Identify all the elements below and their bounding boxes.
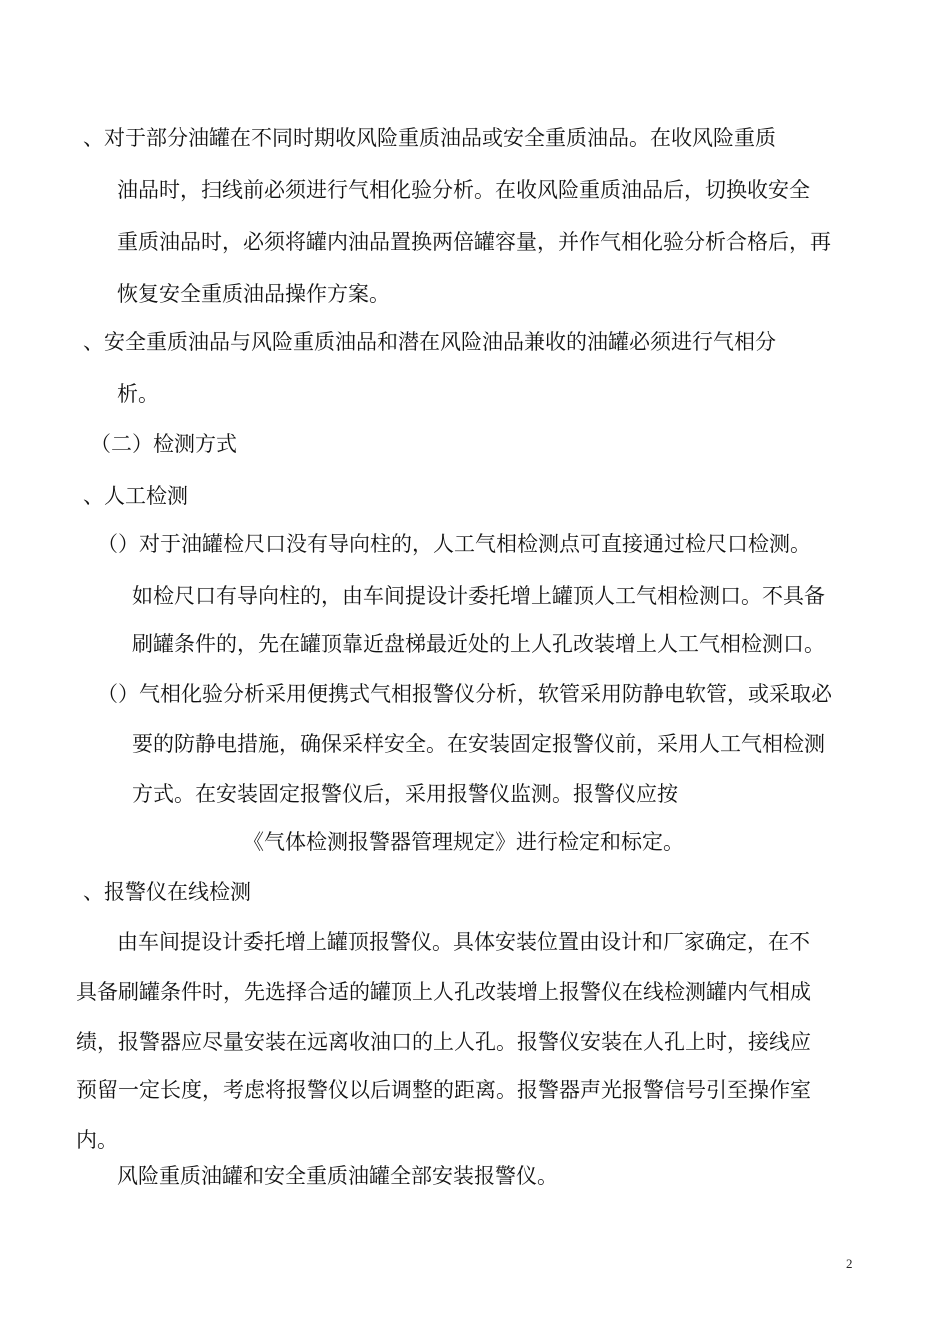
paragraph-4-line-2: 要的防静电措施，确保采样安全。在安装固定报警仪前，采用人工气相检测 — [132, 732, 825, 756]
paragraph-5-line-4: 预留一定长度，考虑将报警仪以后调整的距离。报警器声光报警信号引至操作室 — [76, 1078, 811, 1102]
paragraph-3-line-3: 刷罐条件的，先在罐顶靠近盘梯最近处的上人孔改装增上人工气相检测口。 — [132, 632, 825, 656]
paragraph-4-line-4: 《气体检测报警器管理规定》进行检定和标定。 — [243, 830, 684, 854]
paragraph-3-line-1: （）对于油罐检尺口没有导向柱的，人工气相检测点可直接通过检尺口检测。 — [97, 532, 811, 556]
paragraph-4-line-1: （）气相化验分析采用便携式气相报警仪分析，软管采用防静电软管，或采取必 — [97, 682, 832, 706]
paragraph-1-line-4: 恢复安全重质油品操作方案。 — [117, 282, 390, 306]
paragraph-1-line-2: 油品时，扫线前必须进行气相化验分析。在收风险重质油品后，切换收安全 — [117, 178, 810, 202]
paragraph-5-line-5: 内。 — [76, 1128, 118, 1152]
paragraph-5-line-3: 绩，报警器应尽量安装在远离收油口的上人孔。报警仪安装在人孔上时，接线应 — [76, 1030, 811, 1054]
paragraph-3-line-2: 如检尺口有导向柱的，由车间提设计委托增上罐顶人工气相检测口。不具备 — [132, 584, 825, 608]
paragraph-2-line-2: 析。 — [117, 382, 159, 406]
subheading-online-alarm-detection: 、报警仪在线检测 — [83, 880, 251, 904]
subheading-manual-detection: 、人工检测 — [83, 484, 188, 508]
paragraph-1-line-1: 、对于部分油罐在不同时期收风险重质油品或安全重质油品。在收风险重质 — [83, 126, 776, 150]
paragraph-4-line-3: 方式。在安装固定报警仪后，采用报警仪监测。报警仪应按 — [132, 782, 678, 806]
paragraph-2-line-1: 、安全重质油品与风险重质油品和潜在风险油品兼收的油罐必须进行气相分 — [83, 330, 776, 354]
paragraph-6: 风险重质油罐和安全重质油罐全部安装报警仪。 — [117, 1164, 558, 1188]
section-heading-detection-method: （二）检测方式 — [90, 432, 237, 456]
paragraph-1-line-3: 重质油品时，必须将罐内油品置换两倍罐容量，并作气相化验分析合格后，再 — [117, 230, 831, 254]
page-number: 2 — [846, 1256, 853, 1271]
paragraph-5-line-2: 具备刷罐条件时，先选择合适的罐顶上人孔改装增上报警仪在线检测罐内气相成 — [76, 980, 811, 1004]
paragraph-5-line-1: 由车间提设计委托增上罐顶报警仪。具体安装位置由设计和厂家确定，在不 — [117, 930, 810, 954]
